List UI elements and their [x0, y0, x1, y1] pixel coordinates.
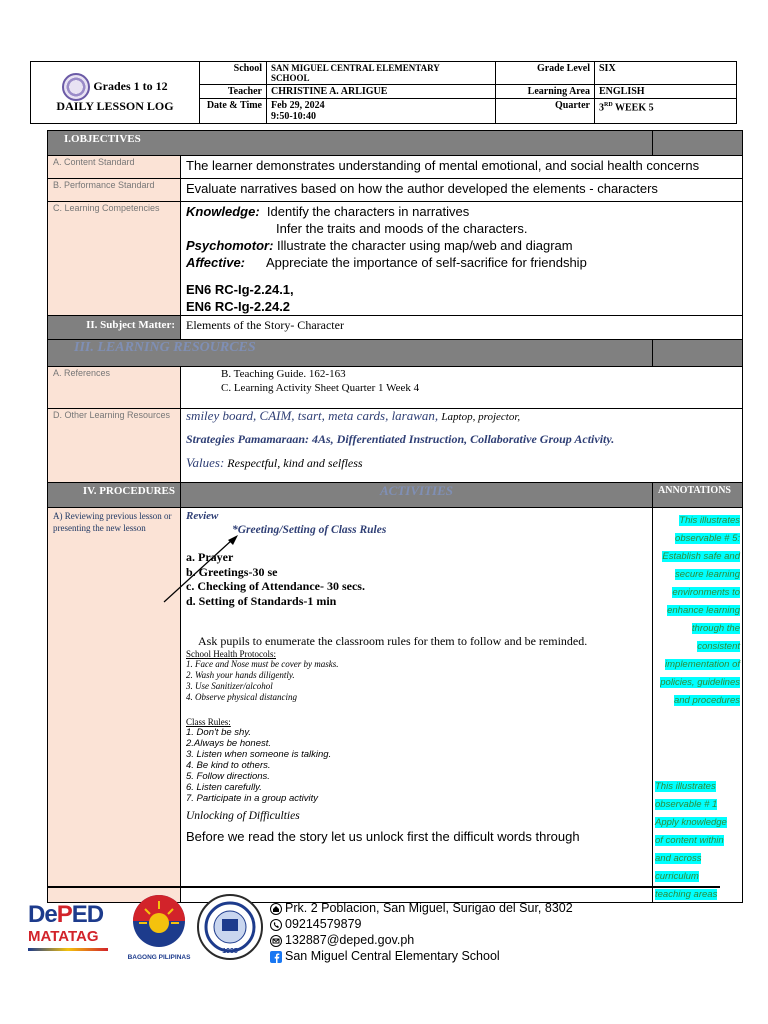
grades-label: Grades 1 to 12 — [93, 78, 168, 93]
subject-matter-label: II. Subject Matter: — [48, 316, 181, 340]
phone-icon — [270, 919, 282, 931]
lesson-log-table — [47, 130, 743, 903]
facebook-line — [270, 948, 573, 964]
materials-plain: Laptop, projector, — [441, 411, 521, 423]
knowledge-label: Knowledge: — [186, 204, 260, 219]
annotation-line: This illustrates — [679, 515, 740, 526]
bagong-pilipinas-logo — [123, 893, 195, 963]
objectives-heading-blank — [653, 131, 743, 156]
class-rule-item: 4. Be kind to others. — [186, 760, 271, 771]
annotation-line: This illustrates — [655, 781, 716, 792]
references-label: A. References — [48, 367, 181, 409]
log-title: DAILY LESSON LOG — [56, 99, 174, 113]
health-protocol-item: 1. Face and Nose must be cover by masks. — [186, 659, 339, 669]
annotation-line: Establish safe and — [662, 551, 740, 562]
annotation-line: observable # 1 — [655, 799, 718, 810]
email-line — [270, 932, 573, 948]
class-rules-title: Class Rules: — [186, 717, 231, 727]
datetime-value — [267, 99, 496, 124]
teacher-value: CHRISTINE A. ARLIGUE — [267, 85, 496, 99]
school-value-line2: SCHOOL — [271, 73, 310, 83]
affective-text: Appreciate the importance of self-sacrifice for friendship — [265, 255, 587, 270]
facebook-icon — [270, 951, 282, 963]
content-standard-text: The learner demonstrates understanding of mental emotional, and social health concerns — [181, 156, 743, 179]
class-rule-item: 2.Always be honest. — [186, 738, 272, 749]
school-seal-logo — [196, 893, 264, 961]
matatag-stripe — [28, 948, 108, 951]
facebook-text: San Miguel Central Elementary School — [285, 949, 500, 963]
annotation-line: and across — [655, 853, 702, 864]
values-label: Values: — [186, 455, 225, 470]
annotations-heading: ANNOTATIONS — [653, 483, 743, 508]
learning-resources-heading-blank — [653, 340, 743, 367]
annotation-line: observable # 5: — [675, 533, 740, 544]
home-icon — [270, 903, 282, 915]
address-text: Prk. 2 Poblacion, San Miguel, Surigao del Sur, 8302 — [285, 901, 573, 915]
procedure-step-label — [48, 508, 181, 903]
opening-steps-list — [186, 550, 647, 608]
seal-year: 1935 — [222, 948, 238, 955]
strategies-text: Strategies Pamamaraan: 4As, Differentiated Instruction, Collaborative Group Activity. — [186, 432, 615, 446]
procedure-step-text: A) Reviewing previous lesson or presenting the new lesson — [53, 511, 172, 533]
email-text: 132887@deped.gov.ph — [285, 933, 415, 947]
values-text: Respectful, kind and selfless — [224, 456, 363, 470]
ask-pupils-text: Ask pupils to enumerate the classroom rules for them to follow and be reminded. — [198, 634, 588, 648]
quarter-number: 3 — [599, 102, 604, 114]
annotations-cell — [653, 508, 743, 903]
performance-standard-label: B. Performance Standard — [48, 179, 181, 202]
subject-matter-text: Elements of the Story- Character — [181, 316, 743, 340]
health-protocols-list — [186, 659, 647, 703]
annotation-line: implementation of — [665, 659, 740, 670]
other-resources-text — [181, 409, 743, 483]
school-seal-icon — [196, 893, 264, 961]
annotation-line: policies, guidelines — [660, 677, 740, 688]
datetime-label: Date & Time — [200, 99, 267, 124]
footer-rule — [47, 886, 720, 888]
address-line — [270, 900, 573, 916]
psychomotor-label: Psychomotor: — [186, 238, 274, 253]
procedures-heading: IV. PROCEDURES — [48, 483, 181, 508]
annotation-line: curriculum — [655, 871, 699, 882]
materials-italic: smiley board, CAIM, tsart, meta cards, larawan, — [186, 408, 442, 423]
opening-step-item: d. Setting of Standards-1 min — [186, 593, 337, 608]
teacher-label: Teacher — [200, 85, 267, 99]
opening-step-item: c. Checking of Attendance- 30 secs. — [186, 579, 365, 593]
school-contact-info — [270, 900, 573, 964]
psychomotor-text: Illustrate the character using map/web and diagram — [277, 238, 573, 253]
annotation-line: enhance learning — [667, 605, 740, 616]
health-protocol-item: 4. Observe physical distancing — [186, 692, 297, 702]
class-rule-item: 3. Listen when someone is talking. — [186, 749, 332, 760]
greeting-text: *Greeting/Setting of Class Rules — [232, 524, 387, 536]
quarter-week: WEEK 5 — [612, 102, 654, 114]
health-protocol-item: 3. Use Sanitizer/alcohol — [186, 681, 273, 691]
opening-step-item: b. Greetings-30 se — [186, 564, 278, 579]
class-rule-item: 1. Don't be shy. — [186, 727, 252, 738]
school-value — [267, 62, 496, 85]
annotation-line: consistent — [697, 641, 740, 652]
deped-logo-ped: P — [56, 901, 72, 928]
annotation-line: teaching areas — [655, 889, 718, 900]
quarter-label: Quarter — [496, 99, 595, 124]
references-text — [181, 367, 743, 409]
objectives-heading: I.OBJECTIVES — [48, 131, 653, 156]
opening-step-item: a. Prayer — [186, 550, 234, 564]
annotation-line: environments to — [672, 587, 740, 598]
class-rule-item: 7. Participate in a group activity — [186, 793, 319, 804]
annotation-observable-5 — [655, 510, 740, 708]
performance-standard-text: Evaluate narratives based on how the author developed the elements - characters — [181, 179, 743, 202]
review-label: Review — [186, 510, 219, 522]
school-label: School — [200, 62, 267, 85]
reference-b: B. Teaching Guide. 162-163 — [221, 368, 346, 380]
activities-cell — [181, 508, 653, 903]
before-story-text: Before we read the story let us unlock first the difficult words through — [186, 829, 580, 844]
date-value: Feb 29, 2024 — [271, 100, 325, 111]
quarter-suffix: RD — [604, 102, 613, 108]
annotation-observable-1 — [655, 776, 740, 902]
reference-c: C. Learning Activity Sheet Quarter 1 Week 4 — [221, 382, 420, 394]
annotation-line: of content within — [655, 835, 724, 846]
deped-seal-icon — [62, 73, 90, 101]
content-standard-label: A. Content Standard — [48, 156, 181, 179]
health-protocol-item: 2. Wash your hands diligently. — [186, 670, 295, 680]
time-value: 9:50-10:40 — [271, 111, 316, 122]
other-resources-label: D. Other Learning Resources — [48, 409, 181, 483]
quarter-value — [595, 99, 737, 124]
class-rule-item: 5. Follow directions. — [186, 771, 270, 782]
grade-level-value: SIX — [595, 62, 737, 85]
activities-heading: ACTIVITIES — [181, 483, 653, 508]
matatag-text: MATATAG — [28, 928, 99, 945]
learning-competencies-text — [181, 202, 743, 316]
annotation-line: and procedures — [673, 695, 740, 706]
knowledge-2: Infer the traits and moods of the characters. — [276, 221, 528, 236]
annotation-line: secure learning — [675, 569, 740, 580]
deped-matatag-logo — [28, 902, 116, 962]
header-title — [31, 62, 200, 124]
school-value-line1: SAN MIGUEL CENTRAL ELEMENTARY — [271, 63, 440, 73]
learning-resources-heading: III. LEARNING RESOURCES — [48, 340, 653, 367]
class-rule-item: 6. Listen carefully. — [186, 782, 262, 793]
annotation-line: Apply knowledge — [655, 817, 727, 828]
deped-logo-text: DePED — [28, 901, 104, 928]
unlocking-difficulties: Unlocking of Difficulties — [186, 810, 300, 822]
competency-code-2: EN6 RC-Ig-2.24.2 — [186, 299, 291, 314]
lesson-log-header — [30, 61, 737, 124]
knowledge-1: Identify the characters in narratives — [266, 204, 470, 219]
grade-level-label: Grade Level — [496, 62, 595, 85]
bagong-pilipinas-text: BAGONG PILIPINAS — [127, 954, 191, 961]
phone-text: 09214579879 — [285, 917, 362, 931]
learning-competencies-label: C. Learning Competencies — [48, 202, 181, 316]
learning-area-label: Learning Area — [496, 85, 595, 99]
health-protocols-title: School Health Protocols: — [186, 649, 276, 659]
class-rules-list — [186, 727, 647, 804]
annotation-line: through the — [691, 623, 740, 634]
email-icon — [270, 935, 282, 947]
bagong-pilipinas-emblem-icon — [123, 893, 195, 949]
competency-code-1: EN6 RC-Ig-2.24.1, — [186, 282, 294, 297]
learning-area-value: ENGLISH — [595, 85, 737, 99]
phone-line — [270, 916, 573, 932]
affective-label: Affective: — [186, 255, 246, 270]
